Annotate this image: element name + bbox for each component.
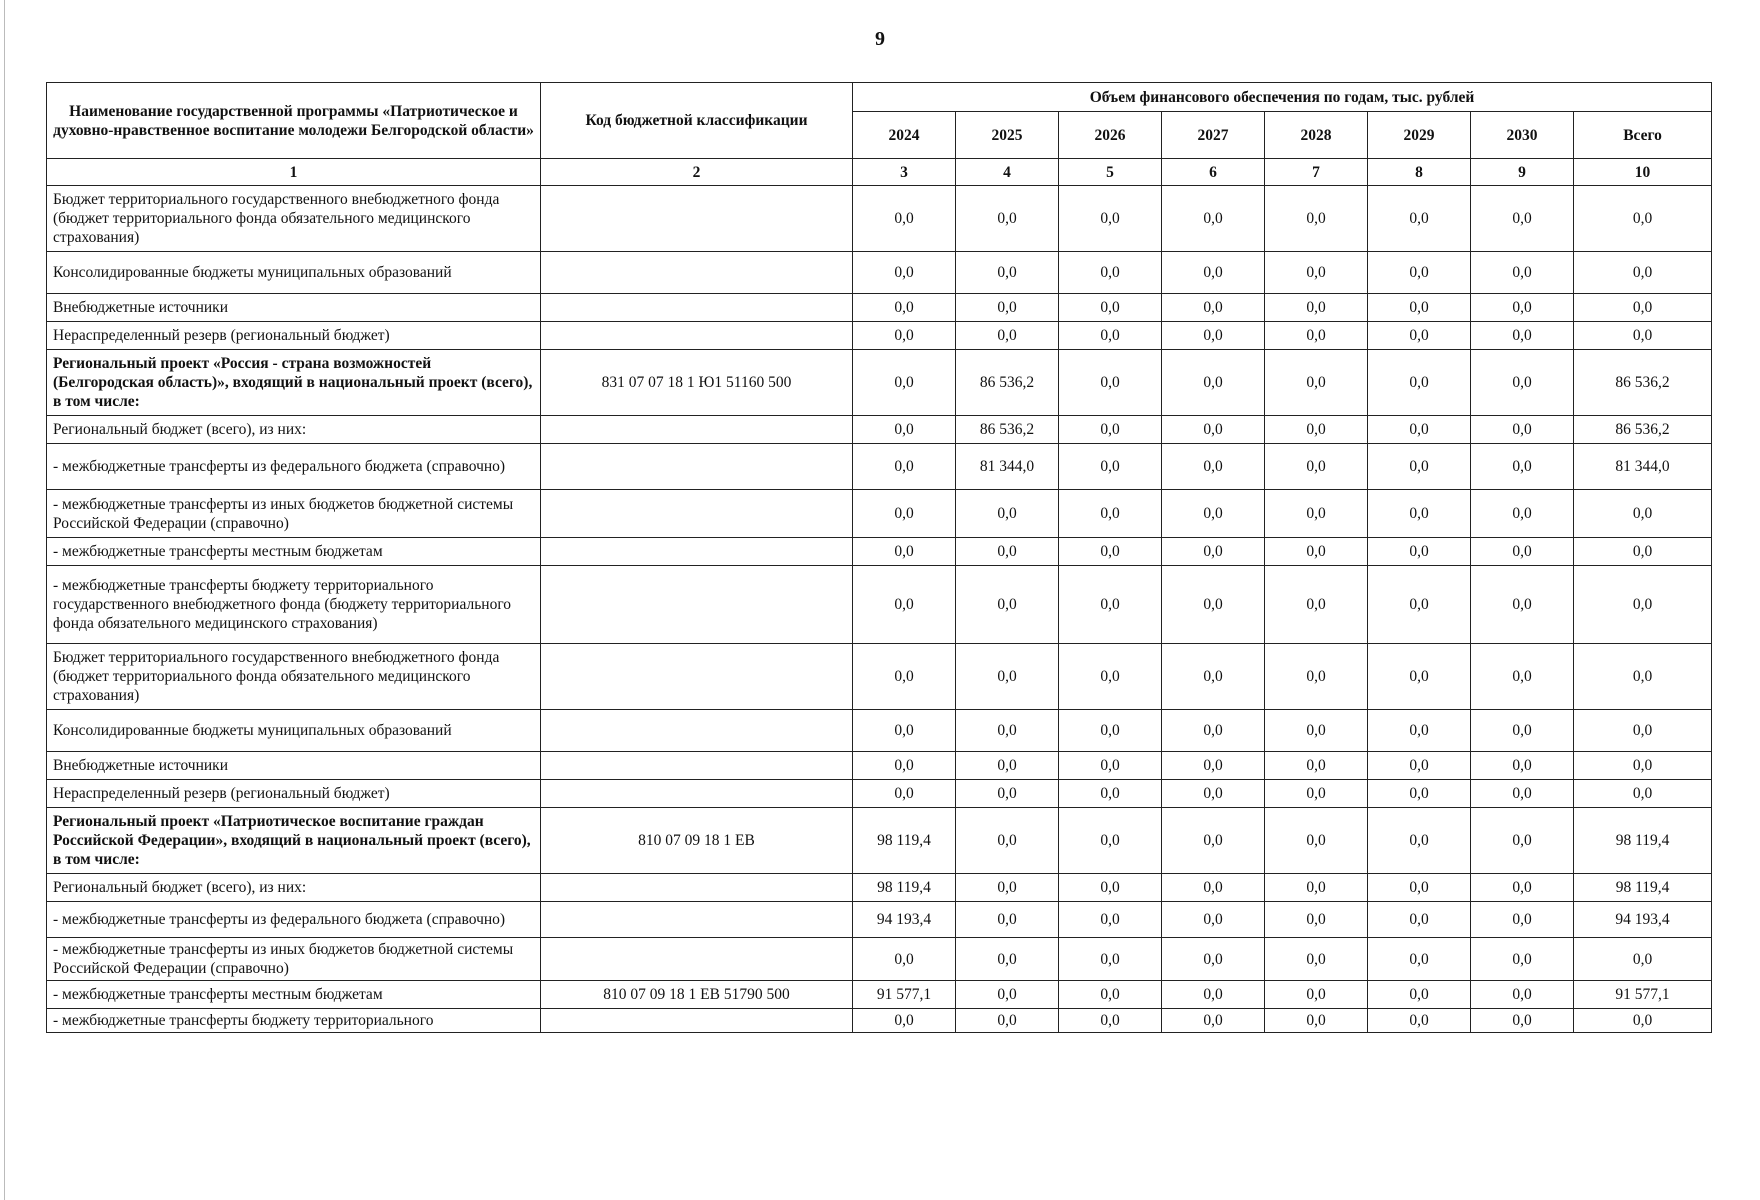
row-year-value: 0,0: [1265, 252, 1368, 294]
row-year-value: 0,0: [1368, 294, 1471, 322]
row-year-value: 0,0: [1368, 1009, 1471, 1033]
table-row: [47, 808, 1712, 874]
row-total-value: 91 577,1: [1574, 981, 1712, 1009]
column-index: 7: [1265, 159, 1368, 186]
row-year-value: 0,0: [853, 780, 956, 808]
row-year-value: 0,0: [1162, 981, 1265, 1009]
row-total-value: 0,0: [1574, 538, 1712, 566]
row-year-value: 0,0: [1368, 538, 1471, 566]
row-year-value: 0,0: [1471, 938, 1574, 981]
row-year-value: 0,0: [1059, 186, 1162, 252]
row-budget-code: 810 07 09 18 1 ЕВ 51790 500: [541, 981, 853, 1009]
table-row: [47, 780, 1712, 808]
row-year-value: 0,0: [1265, 981, 1368, 1009]
row-name: - межбюджетные трансферты из иных бюджетов бюджетной системы Российской Федерации (справочно): [47, 490, 541, 538]
column-index: 1: [47, 159, 541, 186]
row-total-value: 86 536,2: [1574, 416, 1712, 444]
row-year-value: 0,0: [853, 938, 956, 981]
row-year-value: 0,0: [1368, 566, 1471, 644]
row-budget-code: [541, 710, 853, 752]
table-row: [47, 1009, 1712, 1033]
row-year-value: 0,0: [1059, 902, 1162, 938]
row-name: Консолидированные бюджеты муниципальных образований: [47, 252, 541, 294]
row-total-value: 0,0: [1574, 186, 1712, 252]
row-total-value: 0,0: [1574, 566, 1712, 644]
row-year-value: 0,0: [1471, 416, 1574, 444]
header-year: 2024: [853, 112, 956, 159]
row-year-value: 0,0: [1368, 938, 1471, 981]
row-name: Нераспределенный резерв (региональный бюджет): [47, 322, 541, 350]
row-year-value: 0,0: [1265, 322, 1368, 350]
row-year-value: 0,0: [956, 874, 1059, 902]
row-year-value: 0,0: [1471, 322, 1574, 350]
row-year-value: 0,0: [1059, 981, 1162, 1009]
table-header: [47, 83, 1712, 186]
row-year-value: 0,0: [1265, 710, 1368, 752]
row-year-value: 0,0: [1059, 350, 1162, 416]
header-year: 2027: [1162, 112, 1265, 159]
row-year-value: 0,0: [1162, 490, 1265, 538]
header-financing-volume: Объем финансового обеспечения по годам, тыс. рублей: [853, 83, 1712, 112]
table-row: [47, 490, 1712, 538]
row-total-value: 98 119,4: [1574, 808, 1712, 874]
row-name: Региональный проект «Россия - страна возможностей (Белгородская область)», входящий в национальный проект (всего), в том числе:: [47, 350, 541, 416]
row-year-value: 0,0: [1162, 780, 1265, 808]
row-year-value: 0,0: [1162, 752, 1265, 780]
row-budget-code: [541, 322, 853, 350]
row-budget-code: [541, 186, 853, 252]
row-year-value: 0,0: [1162, 322, 1265, 350]
row-year-value: 0,0: [1059, 752, 1162, 780]
row-total-value: 0,0: [1574, 322, 1712, 350]
table-row: [47, 981, 1712, 1009]
row-year-value: 0,0: [956, 808, 1059, 874]
row-year-value: 0,0: [1059, 322, 1162, 350]
row-year-value: 0,0: [1471, 186, 1574, 252]
header-budget-code: Код бюджетной классификации: [541, 83, 853, 159]
row-year-value: 0,0: [1471, 252, 1574, 294]
row-year-value: 0,0: [1368, 644, 1471, 710]
row-name: Бюджет территориального государственного внебюджетного фонда (бюджет территориального фонда обязательного медицинского страхования): [47, 644, 541, 710]
row-year-value: 94 193,4: [853, 902, 956, 938]
row-year-value: 0,0: [956, 938, 1059, 981]
row-year-value: 0,0: [1368, 444, 1471, 490]
row-year-value: 0,0: [1471, 780, 1574, 808]
row-budget-code: [541, 566, 853, 644]
row-year-value: 0,0: [853, 1009, 956, 1033]
row-budget-code: 831 07 07 18 1 Ю1 51160 500: [541, 350, 853, 416]
row-year-value: 0,0: [1368, 752, 1471, 780]
row-year-value: 0,0: [853, 538, 956, 566]
row-name: - межбюджетные трансферты местным бюджетам: [47, 538, 541, 566]
table-row: [47, 538, 1712, 566]
row-year-value: 0,0: [956, 322, 1059, 350]
row-name: - межбюджетные трансферты из иных бюджетов бюджетной системы Российской Федерации (справочно): [47, 938, 541, 981]
row-name: Бюджет территориального государственного внебюджетного фонда (бюджет территориального фонда обязательного медицинского страхования): [47, 186, 541, 252]
row-year-value: 91 577,1: [853, 981, 956, 1009]
row-year-value: 0,0: [1368, 322, 1471, 350]
row-total-value: 86 536,2: [1574, 350, 1712, 416]
row-year-value: 0,0: [1368, 981, 1471, 1009]
row-year-value: 0,0: [956, 780, 1059, 808]
scan-edge-line: [4, 0, 5, 1200]
row-year-value: 0,0: [853, 644, 956, 710]
row-budget-code: [541, 780, 853, 808]
row-year-value: 0,0: [1059, 808, 1162, 874]
row-total-value: 0,0: [1574, 780, 1712, 808]
row-year-value: 0,0: [1162, 808, 1265, 874]
row-year-value: 0,0: [1059, 780, 1162, 808]
column-index: 3: [853, 159, 956, 186]
row-year-value: 0,0: [956, 186, 1059, 252]
row-budget-code: [541, 416, 853, 444]
row-name: Региональный проект «Патриотическое воспитание граждан Российской Федерации», входящий в национальный проект (всего), в том числе:: [47, 808, 541, 874]
header-total: Всего: [1574, 112, 1712, 159]
row-year-value: 0,0: [1368, 780, 1471, 808]
row-year-value: 0,0: [1059, 416, 1162, 444]
row-budget-code: [541, 444, 853, 490]
row-budget-code: [541, 902, 853, 938]
table-row: [47, 644, 1712, 710]
row-year-value: 0,0: [1162, 294, 1265, 322]
table-row: [47, 444, 1712, 490]
budget-table: [46, 82, 1712, 1033]
row-total-value: 0,0: [1574, 252, 1712, 294]
row-year-value: 0,0: [956, 1009, 1059, 1033]
row-year-value: 0,0: [1059, 444, 1162, 490]
row-name: Нераспределенный резерв (региональный бюджет): [47, 780, 541, 808]
row-year-value: 0,0: [1265, 566, 1368, 644]
row-budget-code: 810 07 09 18 1 ЕВ: [541, 808, 853, 874]
row-year-value: 0,0: [1162, 938, 1265, 981]
row-name: - межбюджетные трансферты бюджету территориального: [47, 1009, 541, 1033]
row-year-value: 86 536,2: [956, 350, 1059, 416]
row-year-value: 0,0: [853, 710, 956, 752]
table-row: [47, 752, 1712, 780]
row-year-value: 0,0: [1471, 752, 1574, 780]
row-year-value: 0,0: [1471, 566, 1574, 644]
row-year-value: 0,0: [1471, 874, 1574, 902]
row-name: Региональный бюджет (всего), из них:: [47, 874, 541, 902]
row-year-value: 0,0: [853, 490, 956, 538]
row-total-value: 0,0: [1574, 710, 1712, 752]
row-total-value: 0,0: [1574, 1009, 1712, 1033]
row-year-value: 0,0: [1368, 186, 1471, 252]
row-year-value: 0,0: [1368, 874, 1471, 902]
table-row: [47, 186, 1712, 252]
row-year-value: 0,0: [1265, 938, 1368, 981]
row-budget-code: [541, 538, 853, 566]
row-year-value: 0,0: [1265, 752, 1368, 780]
row-year-value: 0,0: [1471, 710, 1574, 752]
column-index: 4: [956, 159, 1059, 186]
row-year-value: 86 536,2: [956, 416, 1059, 444]
table-row: [47, 252, 1712, 294]
row-year-value: 0,0: [1265, 538, 1368, 566]
row-year-value: 0,0: [956, 710, 1059, 752]
row-year-value: 0,0: [853, 350, 956, 416]
row-year-value: 0,0: [1059, 938, 1162, 981]
row-year-value: 0,0: [1162, 416, 1265, 444]
row-year-value: 0,0: [1059, 644, 1162, 710]
row-year-value: 98 119,4: [853, 808, 956, 874]
row-year-value: 0,0: [1265, 416, 1368, 444]
header-year: 2028: [1265, 112, 1368, 159]
row-total-value: 0,0: [1574, 490, 1712, 538]
row-year-value: 0,0: [1162, 186, 1265, 252]
row-budget-code: [541, 644, 853, 710]
row-total-value: 0,0: [1574, 752, 1712, 780]
table-row: [47, 938, 1712, 981]
row-year-value: 0,0: [1471, 490, 1574, 538]
row-total-value: 0,0: [1574, 294, 1712, 322]
row-year-value: 0,0: [853, 186, 956, 252]
row-year-value: 0,0: [956, 566, 1059, 644]
row-year-value: 0,0: [1059, 710, 1162, 752]
row-name: Внебюджетные источники: [47, 294, 541, 322]
table-row: [47, 294, 1712, 322]
row-year-value: 0,0: [853, 322, 956, 350]
row-year-value: 81 344,0: [956, 444, 1059, 490]
row-year-value: 0,0: [853, 444, 956, 490]
table-row: [47, 350, 1712, 416]
row-year-value: 0,0: [1265, 808, 1368, 874]
table-row: [47, 710, 1712, 752]
row-year-value: 0,0: [1059, 1009, 1162, 1033]
row-year-value: 0,0: [1265, 902, 1368, 938]
row-year-value: 0,0: [853, 752, 956, 780]
row-year-value: 0,0: [1059, 874, 1162, 902]
row-total-value: 94 193,4: [1574, 902, 1712, 938]
column-index: 10: [1574, 159, 1712, 186]
row-year-value: 0,0: [1265, 350, 1368, 416]
row-year-value: 0,0: [853, 294, 956, 322]
row-year-value: 0,0: [1162, 1009, 1265, 1033]
row-year-value: 0,0: [1162, 566, 1265, 644]
row-year-value: 0,0: [956, 538, 1059, 566]
row-year-value: 0,0: [1265, 444, 1368, 490]
row-budget-code: [541, 1009, 853, 1033]
table-row: [47, 566, 1712, 644]
row-budget-code: [541, 752, 853, 780]
row-year-value: 0,0: [1368, 710, 1471, 752]
table-row: [47, 416, 1712, 444]
column-index: 2: [541, 159, 853, 186]
row-year-value: 0,0: [956, 490, 1059, 538]
row-year-value: 0,0: [853, 416, 956, 444]
row-year-value: 0,0: [1368, 416, 1471, 444]
row-year-value: 0,0: [853, 566, 956, 644]
row-year-value: 0,0: [1162, 874, 1265, 902]
row-year-value: 0,0: [1471, 350, 1574, 416]
row-year-value: 0,0: [1471, 1009, 1574, 1033]
row-year-value: 0,0: [1162, 538, 1265, 566]
row-year-value: 0,0: [1265, 490, 1368, 538]
row-year-value: 0,0: [1471, 538, 1574, 566]
row-year-value: 0,0: [956, 752, 1059, 780]
row-year-value: 0,0: [1368, 350, 1471, 416]
table-body: [47, 186, 1712, 1033]
column-index-row: [47, 159, 1712, 186]
row-year-value: 0,0: [1162, 252, 1265, 294]
row-year-value: 0,0: [1162, 902, 1265, 938]
row-year-value: 0,0: [1162, 710, 1265, 752]
row-year-value: 0,0: [1265, 1009, 1368, 1033]
row-budget-code: [541, 490, 853, 538]
row-year-value: 0,0: [956, 252, 1059, 294]
row-year-value: 0,0: [1059, 566, 1162, 644]
row-year-value: 0,0: [1471, 444, 1574, 490]
header-year: 2030: [1471, 112, 1574, 159]
row-year-value: 0,0: [956, 294, 1059, 322]
page-number: 9: [875, 28, 885, 50]
row-year-value: 0,0: [1471, 644, 1574, 710]
row-total-value: 98 119,4: [1574, 874, 1712, 902]
row-name: Внебюджетные источники: [47, 752, 541, 780]
row-year-value: 98 119,4: [853, 874, 956, 902]
row-year-value: 0,0: [1471, 981, 1574, 1009]
row-year-value: 0,0: [1162, 644, 1265, 710]
row-year-value: 0,0: [956, 644, 1059, 710]
row-year-value: 0,0: [956, 902, 1059, 938]
row-year-value: 0,0: [1265, 644, 1368, 710]
row-year-value: 0,0: [1059, 490, 1162, 538]
row-name: Консолидированные бюджеты муниципальных образований: [47, 710, 541, 752]
header-year: 2029: [1368, 112, 1471, 159]
row-budget-code: [541, 938, 853, 981]
row-year-value: 0,0: [853, 252, 956, 294]
row-total-value: 0,0: [1574, 644, 1712, 710]
column-index: 5: [1059, 159, 1162, 186]
row-name: - межбюджетные трансферты из федерального бюджета (справочно): [47, 444, 541, 490]
row-year-value: 0,0: [1162, 350, 1265, 416]
table-row: [47, 902, 1712, 938]
row-year-value: 0,0: [1368, 252, 1471, 294]
column-index: 8: [1368, 159, 1471, 186]
row-year-value: 0,0: [1059, 252, 1162, 294]
row-year-value: 0,0: [1471, 294, 1574, 322]
row-year-value: 0,0: [1265, 186, 1368, 252]
header-year: 2025: [956, 112, 1059, 159]
row-year-value: 0,0: [1265, 874, 1368, 902]
row-year-value: 0,0: [1059, 294, 1162, 322]
row-year-value: 0,0: [1059, 538, 1162, 566]
row-year-value: 0,0: [1471, 902, 1574, 938]
header-program-name: Наименование государственной программы «Патриотическое и духовно-нравственное воспитание молодежи Белгородской области»: [47, 83, 541, 159]
column-index: 9: [1471, 159, 1574, 186]
row-name: - межбюджетные трансферты местным бюджетам: [47, 981, 541, 1009]
row-name: Региональный бюджет (всего), из них:: [47, 416, 541, 444]
row-name: - межбюджетные трансферты из федерального бюджета (справочно): [47, 902, 541, 938]
row-budget-code: [541, 294, 853, 322]
column-index: 6: [1162, 159, 1265, 186]
table-row: [47, 874, 1712, 902]
row-year-value: 0,0: [1162, 444, 1265, 490]
row-budget-code: [541, 874, 853, 902]
row-year-value: 0,0: [1368, 808, 1471, 874]
row-year-value: 0,0: [1471, 808, 1574, 874]
row-year-value: 0,0: [956, 981, 1059, 1009]
row-year-value: 0,0: [1265, 780, 1368, 808]
row-total-value: 0,0: [1574, 938, 1712, 981]
row-year-value: 0,0: [1368, 902, 1471, 938]
row-name: - межбюджетные трансферты бюджету территориального государственного внебюджетного фонда (бюджету территориального фонда обязательного медицинского страхования): [47, 566, 541, 644]
row-total-value: 81 344,0: [1574, 444, 1712, 490]
row-year-value: 0,0: [1265, 294, 1368, 322]
row-budget-code: [541, 252, 853, 294]
table-row: [47, 322, 1712, 350]
header-year: 2026: [1059, 112, 1162, 159]
row-year-value: 0,0: [1368, 490, 1471, 538]
